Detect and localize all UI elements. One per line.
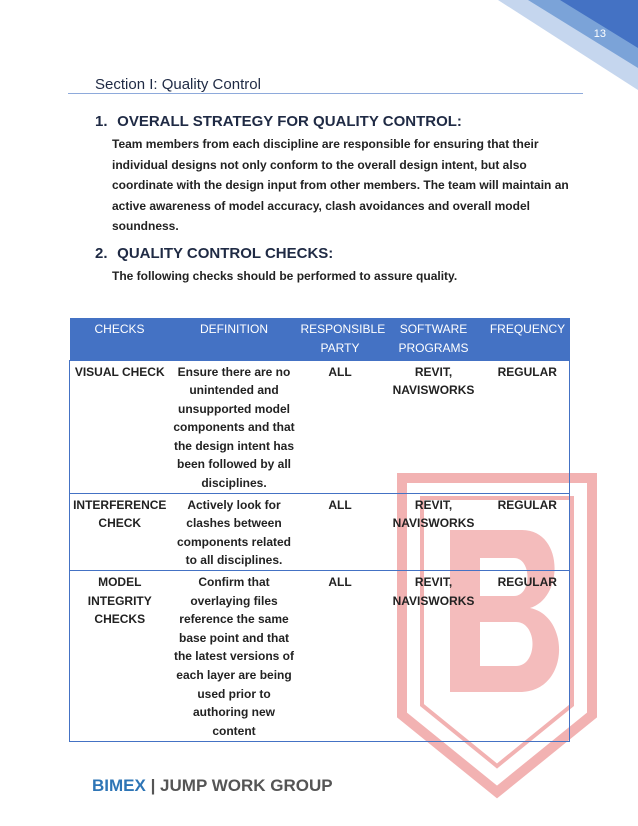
section-divider [68, 93, 583, 94]
checks-intro-paragraph: The following checks should be performed to assure quality. [112, 269, 458, 283]
cell-software: REVIT, NAVISWORKS [392, 497, 475, 531]
cell-frequency: REGULAR [497, 364, 557, 379]
cell-check: VISUAL CHECK [74, 364, 165, 379]
table-row [70, 360, 570, 493]
header-frequency: FREQUENCY [489, 322, 566, 336]
cell-check: INTERFERENCE CHECK [73, 497, 167, 531]
page-number: 13 [593, 28, 606, 40]
header-responsible-party: RESPONSIBLE PARTY [300, 322, 386, 355]
cell-frequency: REGULAR [497, 497, 557, 512]
heading-text: QUALITY CONTROL CHECKS: [117, 245, 334, 262]
table-header-row [70, 318, 570, 360]
strategy-paragraph: Team members from each discipline are responsible for ensuring that their individual designs not only conform to the overall design intent, but also coordinate with the design input from other members. The team will maintain an active awareness of model accuracy, clash avoidances and overall model soundness. [112, 137, 569, 233]
header-definition: DEFINITION [200, 322, 268, 336]
footer-brand: BIMEX [92, 776, 146, 795]
footer-group: JUMP WORK GROUP [160, 776, 333, 795]
heading-strategy [95, 113, 462, 130]
header-checks: CHECKS [94, 322, 145, 336]
cell-responsible: ALL [328, 497, 352, 512]
footer [92, 776, 333, 796]
quality-control-table [69, 318, 570, 742]
cell-software: REVIT, NAVISWORKS [392, 364, 475, 398]
table-row [70, 571, 570, 742]
cell-responsible: ALL [328, 364, 352, 379]
cell-check: MODEL INTEGRITY CHECKS [87, 575, 152, 627]
heading-number: 2. [95, 245, 108, 262]
corner-decoration [498, 0, 638, 90]
footer-separator: | [145, 776, 161, 795]
cell-software: REVIT, NAVISWORKS [392, 575, 475, 608]
table-row [70, 493, 570, 570]
cell-frequency: REGULAR [497, 575, 557, 590]
heading-checks [95, 245, 333, 262]
cell-responsible: ALL [328, 575, 352, 590]
cell-definition: Actively look for clashes between components related to all disciplines. [176, 497, 292, 568]
cell-definition: Confirm that overlaying files reference the same base point and that the latest versions of each layer are being used prior to authoring new content [173, 575, 295, 738]
heading-number: 1. [95, 113, 108, 130]
cell-definition: Ensure there are no unintended and unsupported model components and that the design intent has been followed by all disciplines. [173, 364, 295, 491]
header-software-programs: SOFTWARE PROGRAMS [398, 322, 469, 355]
heading-text: OVERALL STRATEGY FOR QUALITY CONTROL: [117, 113, 462, 130]
section-title: Section I: Quality Control [95, 76, 261, 93]
